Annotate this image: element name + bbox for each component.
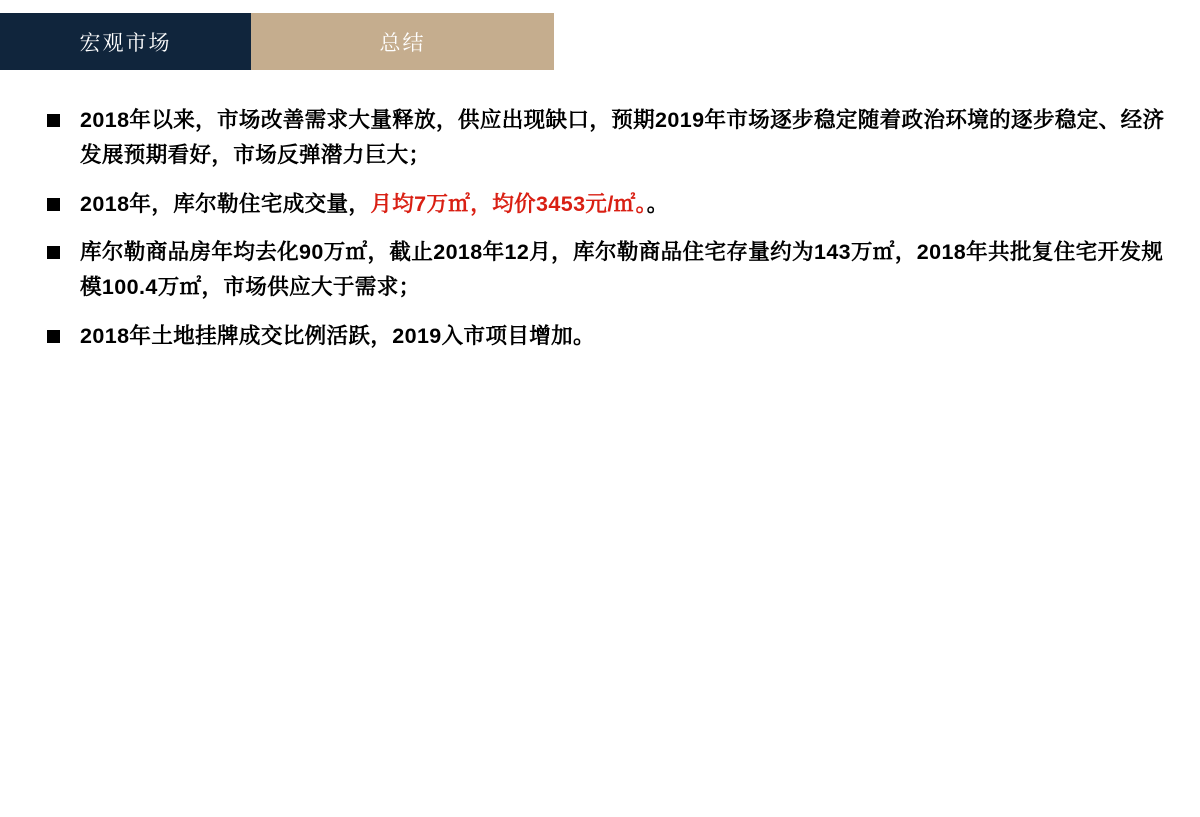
list-item (47, 319, 1167, 354)
list-item (47, 187, 1167, 222)
square-bullet-icon (47, 114, 60, 127)
bullet-2-seg-2: 。 (646, 191, 669, 216)
tab-summary-label: 总结 (379, 31, 426, 55)
bullet-4-text (80, 319, 1167, 354)
tab-summary[interactable] (251, 13, 554, 70)
list-item (47, 235, 1167, 305)
bullet-2-seg-0: 2018年，库尔勒住宅成交量， (80, 191, 371, 216)
bullet-2-highlight: 月均7万㎡，均价3453元/㎡。 (370, 191, 647, 216)
bullet-4-seg-0: 2018年土地挂牌成交比例活跃，2019入市项目增加。 (80, 324, 595, 349)
bullet-1-text (80, 103, 1167, 173)
bullet-list (47, 103, 1167, 368)
bullet-2-text (80, 187, 1167, 222)
list-item (47, 103, 1167, 173)
tab-macro-market-label: 宏观市场 (79, 31, 172, 55)
square-bullet-icon (47, 330, 60, 343)
section-tabbar (0, 13, 554, 70)
bullet-3-seg-0: 库尔勒商品房年均去化90万㎡，截止2018年12月，库尔勒商品住宅存量约为143万㎡，2018年共批复住宅开发规模100.4万㎡，市场供应大于需求； (80, 240, 1164, 300)
tab-macro-market[interactable] (0, 13, 251, 70)
square-bullet-icon (47, 246, 60, 259)
square-bullet-icon (47, 198, 60, 211)
bullet-3-text (80, 235, 1167, 305)
bullet-1-seg-0: 2018年以来，市场改善需求大量释放，供应出现缺口，预期2019年市场逐步稳定随着政治环境的逐步稳定、经济发展预期看好，市场反弹潜力巨大； (80, 108, 1165, 167)
